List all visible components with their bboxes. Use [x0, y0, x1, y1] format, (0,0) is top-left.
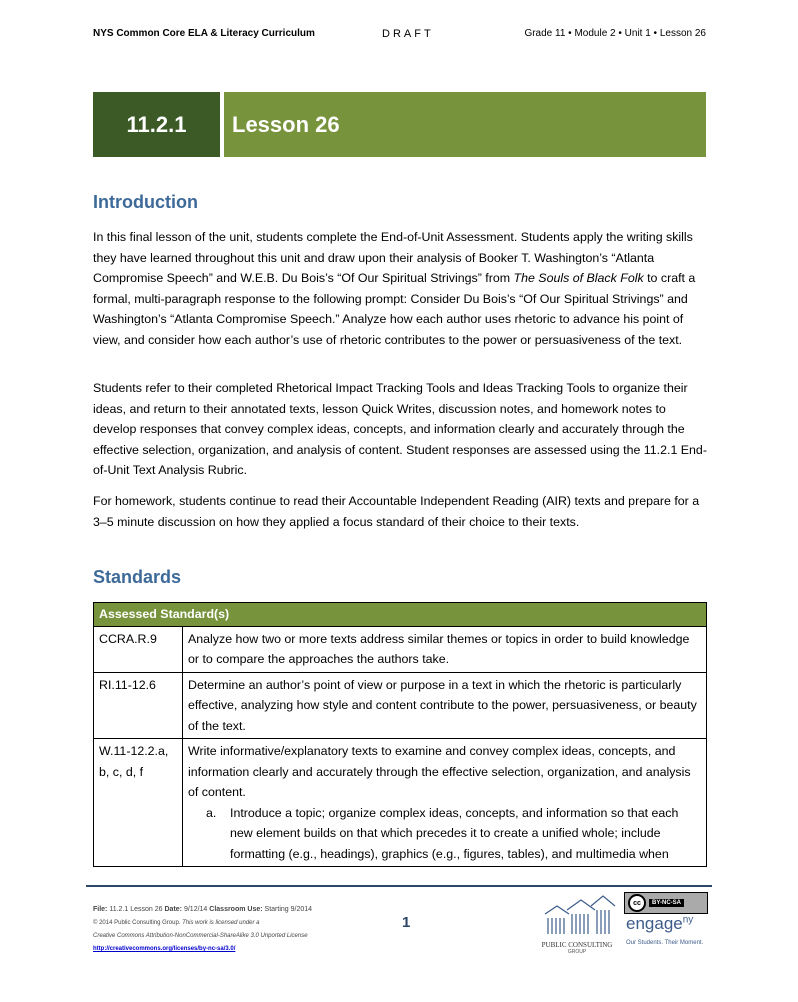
columns-icon: [537, 892, 617, 936]
engage: engage: [626, 914, 683, 933]
header-curriculum: NYS Common Core ELA & Literacy Curriculum: [93, 28, 315, 39]
text: In this final lesson of the unit, students complete the End-of-Unit Assessment. Students apply the writing skills they have learned throughout this unit and draw upon their analysis of Booker T. Washington’s “Atlanta Compromise Speech” and W.E.B. Du Bois’s “Of Our Spiritual Strivings” from: [93, 230, 693, 285]
v: 9/12/14: [183, 906, 208, 913]
license-link[interactable]: http://creativecommons.org/licenses/by-nc-sa/3.0/: [93, 946, 236, 952]
v: Starting 9/2014: [264, 906, 313, 913]
l: File:: [93, 906, 108, 913]
marker: a.: [206, 805, 217, 820]
cc-label: BY-NC-SA: [649, 899, 684, 907]
standard-text: Analyze how two or more texts address similar themes or topics in order to build knowledge or to compare the approaches the authors take.: [183, 626, 707, 672]
l: Classroom Use:: [209, 906, 263, 913]
page-number: 1: [402, 914, 411, 931]
standard-code: RI.11-12.6: [94, 672, 183, 739]
text: Introduce a topic; organize complex ideas, concepts, and information so that each new element builds on that which precedes it to create a unified whole; include formatting (e.g., headings), graphics (e.g., figures, tables), and multimedia when: [230, 805, 679, 861]
table-row: [94, 626, 707, 672]
header-grade: Grade 11 • Module 2 • Unit 1 • Lesson 26: [524, 28, 706, 39]
book-title: The Souls of Black Folk: [513, 271, 644, 285]
standard-code: W.11-12.2.a, b, c, d, f: [94, 739, 183, 867]
table-row: [94, 672, 707, 739]
intro-paragraph-2: Students refer to their completed Rhetorical Impact Tracking Tools and Ideas Tracking Tools to organize their ideas, and return to their annotated texts, lesson Quick Writes, discussion notes, and homework notes to develop responses that convey complex ideas, concepts, and information clearly and accurately through the effective selection, organization, and analysis of content. Student responses are assessed using the 11.2.1 End-of-Unit Text Analysis Rubric.: [93, 381, 707, 477]
pcg-name: PUBLIC CONSULTING: [541, 941, 613, 949]
footer-license: Creative Commons Attribution-NonCommercial-ShareAlike 3.0 Unported License: [93, 933, 308, 939]
standard-text: Determine an author’s point of view or purpose in a text in which the rhetoric is particularly effective, analyzing how style and content contribute to the power, persuasiveness, or beauty of the text.: [183, 672, 707, 739]
introduction-heading: Introduction: [93, 192, 198, 212]
standard-code: CCRA.R.9: [94, 626, 183, 672]
footer-rule: [86, 885, 712, 887]
table-row: [94, 739, 707, 867]
lesson-code: 11.2.1: [93, 92, 220, 157]
footer-copyright: [93, 920, 260, 926]
ny: ny: [682, 914, 694, 926]
v: 11.2.1 Lesson 26: [109, 906, 163, 913]
sub-item: [188, 803, 701, 865]
pcg-group: GROUP: [567, 949, 587, 955]
footer-file: [93, 906, 312, 913]
text: to craft a formal, multi-paragraph response to the following prompt: Consider Du Bois’s “Of Our Spiritual Strivings” and Washington’s “Atlanta Compromise Speech.” Analyze how each author uses rhetoric to advance his point of view, and consider how each author’s use of rhetoric contributes to the power or persuasiveness of the text.: [93, 271, 696, 347]
intro-paragraph-1: [93, 227, 707, 350]
engageny-logo: [626, 914, 693, 934]
standards-table: [93, 602, 707, 867]
header-draft: DRAFT: [382, 28, 434, 40]
text: Write informative/explanatory texts to examine and convey complex ideas, concepts, and information clearly and accurately through the effective selection, organization, and analysis of content.: [188, 744, 691, 799]
c: © 2014 Public Consulting Group.: [93, 920, 183, 926]
standards-heading: Standards: [93, 567, 182, 587]
cc-badge: [624, 892, 708, 914]
table-header: Assessed Standard(s): [94, 603, 707, 627]
intro-paragraph-3: For homework, students continue to read their Accountable Independent Reading (AIR) texts and prepare for a 3–5 minute discussion on how they applied a focus standard of their choice to their texts.: [93, 494, 700, 529]
l: This work is licensed under a: [182, 920, 260, 926]
l: Date:: [164, 906, 183, 913]
cc-icon: cc: [628, 894, 646, 912]
pcg-logo: [537, 892, 617, 955]
standard-text: [183, 739, 707, 867]
lesson-title: Lesson 26: [224, 92, 706, 157]
tagline: Our Students. Their Moment.: [626, 940, 704, 946]
